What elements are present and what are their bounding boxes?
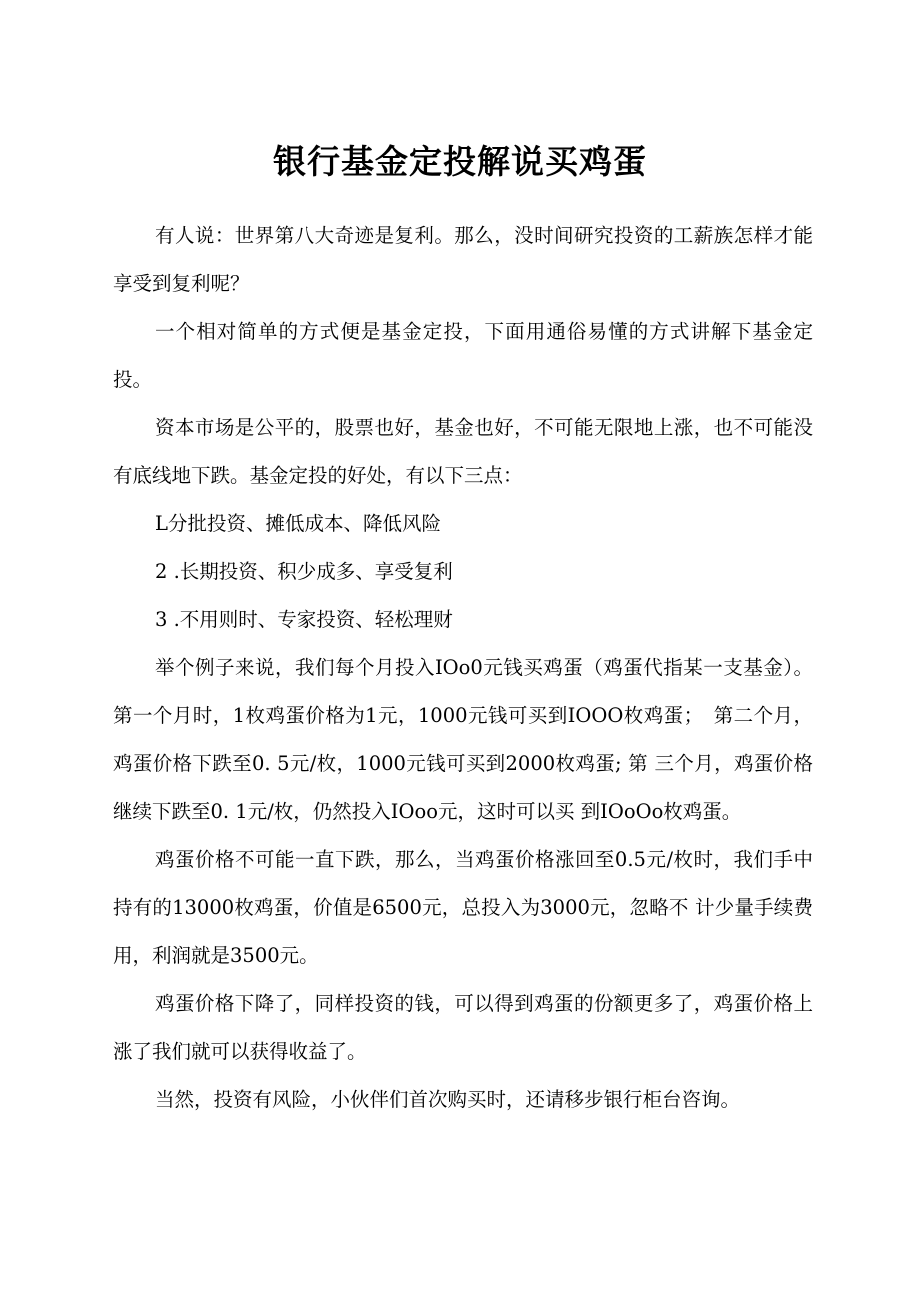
paragraph-summary: 鸡蛋价格下降了，同样投资的钱，可以得到鸡蛋的份额更多了，鸡蛋价格上涨了我们就可以获得收益了。 — [113, 992, 813, 1063]
paragraph-method: 一个相对简单的方式便是基金定投，下面用通俗易懂的方式讲解下基金定投。 — [113, 320, 813, 391]
document-title: 银行基金定投解说买鸡蛋 — [273, 142, 647, 182]
list-item: 2 .长期投资、积少成多、享受复利 — [155, 560, 453, 583]
paragraph-rebound: 鸡蛋价格不可能一直下跌，那么，当鸡蛋价格涨回至0.5元/枚时，我们手中持有的13000枚鸡蛋，价值是6500元，总投入为3000元，忽略不 计少量手续费用，利润就是3500元。 — [113, 848, 813, 967]
document-body — [113, 212, 813, 1124]
paragraph-example: 举个例子来说，我们每个月投入IOo0元钱买鸡蛋（鸡蛋代指某一支基金）。第一个月时，1枚鸡蛋价格为1元，1000元钱可买到IOOO枚鸡蛋； 第二个月，鸡蛋价格下跌至0. 5元/枚，1000元钱可买到2000枚鸡蛋; 第 三个月，鸡蛋价格继续下跌至0. 1元/枚，仍然投入IOoo元，这时可以买 到IOoOo枚鸡蛋。 — [113, 656, 813, 823]
paragraph-risk-notice: 当然，投资有风险，小伙伴们首次购买时，还请移步银行柜台咨询。 — [155, 1088, 741, 1111]
list-item: 3 .不用则时、专家投资、轻松理财 — [155, 608, 453, 631]
paragraph-intro: 有人说：世界第八大奇迹是复利。那么，没时间研究投资的工薪族怎样才能享受到复利呢？ — [113, 224, 813, 295]
list-item: L分批投资、摊低成本、降低风险 — [155, 512, 441, 535]
paragraph-market: 资本市场是公平的，股票也好，基金也好，不可能无限地上涨，也不可能没有底线地下跌。基金定投的好处，有以下三点： — [113, 416, 813, 487]
